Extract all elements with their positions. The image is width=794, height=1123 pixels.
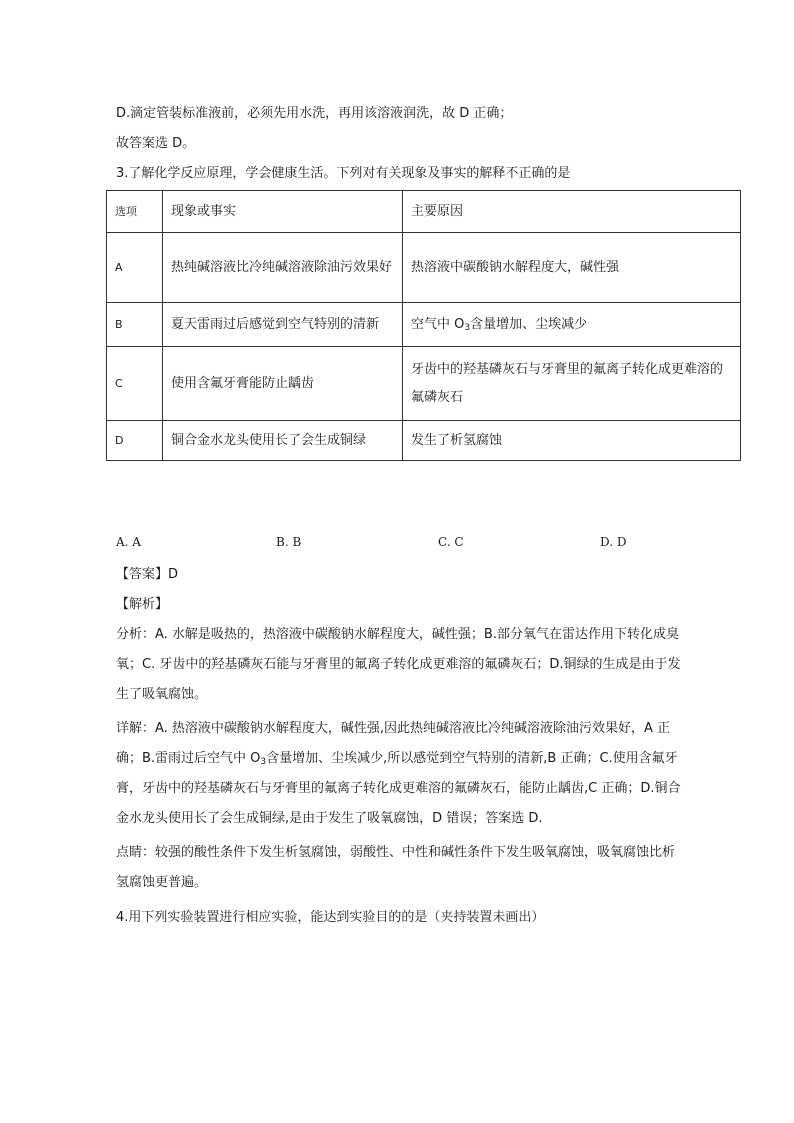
row-fact: 热纯碱溶液比冷纯碱溶液除油污效果好 xyxy=(163,233,403,303)
row-reason xyxy=(403,303,741,347)
reason-pre: 空气中 O xyxy=(411,316,465,332)
answer-conclusion: 故答案选 D。 xyxy=(116,136,196,151)
row-fact: 夏天雷雨过后感觉到空气特别的清新 xyxy=(163,303,403,347)
table-row xyxy=(107,421,741,461)
row-reason: 牙齿中的羟基磷灰石与牙膏里的氟离子转化成更难溶的氟磷灰石 xyxy=(403,347,741,421)
detail-pre: 详解：A. 热溶液中碳酸钠水解程度大，碱性强,因此热纯碱溶液比冷纯碱溶液除油污效果好，A 正确；B.雷雨过后空气中 O xyxy=(116,721,671,766)
header-option: 选项 xyxy=(107,191,163,233)
table-header-row xyxy=(107,191,741,233)
header-reason: 主要原因 xyxy=(403,191,741,233)
reason-post: 含量增加、尘埃减少 xyxy=(470,316,588,332)
choice-b: B. B xyxy=(276,535,302,549)
row-fact: 铜合金水龙头使用长了会生成铜绿 xyxy=(163,421,403,461)
tip-text: 点睛：较强的酸性条件下发生析氢腐蚀，弱酸性、中性和碱性条件下发生吸氧腐蚀，吸氧腐蚀比析氢腐蚀更普遍。 xyxy=(116,845,676,890)
table-row xyxy=(107,303,741,347)
question3-stem: 3.了解化学反应原理，学会健康生活。下列对有关现象及事实的解释不正确的是 xyxy=(116,166,571,181)
question4-stem: 4.用下列实验装置进行相应实验，能达到实验目的的是（夹持装置未画出） xyxy=(116,910,545,925)
header-fact: 现象或事实 xyxy=(163,191,403,233)
answer-label: 【答案】D xyxy=(116,567,179,582)
row-fact: 使用含氟牙膏能防止龋齿 xyxy=(163,347,403,421)
row-option: A xyxy=(107,233,163,303)
question3-table xyxy=(106,190,741,461)
detail-post: 含量增加、尘埃减少,所以感觉到空气特别的清新,B 正确；C.使用含氟牙膏，牙齿中的羟基磷灰石与牙膏里的氟离子转化成更难溶的氟磷灰石，能防止龋齿,C 正确；D.铜合金水龙头使用长了会生成铜绿,是由于发生了吸氧腐蚀，D 错误；答案选 D. xyxy=(116,751,681,826)
analysis-heading: 【解析】 xyxy=(116,597,169,612)
table-row xyxy=(107,347,741,421)
answer-line-d: D.滴定管装标准液前，必须先用水洗，再用该溶液润洗，故 D 正确； xyxy=(116,106,513,121)
choice-c: C. C xyxy=(438,535,464,549)
detail-text xyxy=(116,714,686,834)
row-option: D xyxy=(107,421,163,461)
row-option: B xyxy=(107,303,163,347)
table-row xyxy=(107,233,741,303)
row-reason: 发生了析氢腐蚀 xyxy=(403,421,741,461)
choice-d: D. D xyxy=(600,535,627,549)
subscript-three: 3 xyxy=(260,757,267,767)
row-reason: 热溶液中碳酸钠水解程度大，碱性强 xyxy=(403,233,741,303)
analysis-text: 分析：A. 水解是吸热的，热溶液中碳酸钠水解程度大，碱性强；B.部分氧气在雷达作用下转化成臭氧；C. 牙齿中的羟基磷灰石能与牙膏里的氟离子转化成更难溶的氟磷灰石；D.铜绿的生成是由于发生了吸氧腐蚀。 xyxy=(116,627,681,702)
choice-a: A. A xyxy=(116,535,141,549)
row-option: C xyxy=(107,347,163,421)
subscript-three: 3 xyxy=(464,322,471,333)
